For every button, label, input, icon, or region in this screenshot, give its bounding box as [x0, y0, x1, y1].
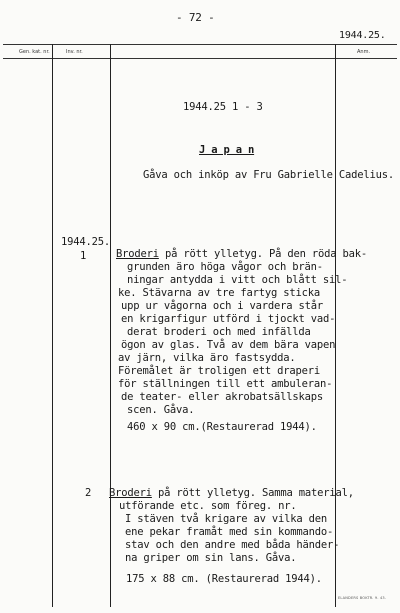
- description-line: ögon av glas. Två av dem bära vapen: [121, 339, 336, 351]
- description-line: på rött ylletyg. Samma material,: [151, 487, 354, 499]
- description-line: av järn, vilka äro fastsydda.: [118, 352, 296, 364]
- entry-measurements: 460 x 90 cm.(Restaurerad 1944).: [127, 421, 317, 433]
- entry-measurements: 175 x 88 cm. (Restaurerad 1944).: [126, 573, 322, 585]
- printer-imprint: ELANDERS BOKTR. 9. 43.: [338, 596, 387, 600]
- accession-range: 1944.25 1 - 3: [183, 101, 263, 113]
- entry-description: [109, 487, 354, 577]
- entry-title: Broderi: [116, 248, 159, 260]
- description-line: I stäven två krigare av vilka den: [125, 513, 328, 525]
- column-header-inv: Inv. nr.: [66, 49, 83, 55]
- description-line: på rött ylletyg. På den röda bak-: [158, 248, 367, 260]
- description-line: upp ur vågorna och i vardera står: [121, 300, 324, 312]
- description-line: derat broderi och med infällda: [127, 326, 311, 338]
- column-rule-1: [52, 44, 53, 607]
- description-line: scen. Gåva.: [127, 404, 195, 416]
- donation-line: Gåva och inköp av Fru Gabrielle Cadelius.: [143, 169, 394, 181]
- column-header-gen-kat: Gen. kat. nr.: [19, 49, 50, 55]
- page-number: - 72 -: [176, 11, 215, 24]
- header-bottom-rule: [3, 58, 397, 59]
- entry-number: 1: [80, 250, 87, 262]
- description-line: na griper om sin lans. Gåva.: [125, 552, 297, 564]
- description-line: en krigarfigur utförd i tjockt vad-: [121, 313, 336, 325]
- entry-description: [116, 248, 367, 438]
- description-line: för ställningen till ett ambuleran-: [118, 378, 333, 390]
- description-line: utförande etc. som föreg. nr.: [119, 500, 297, 512]
- country-heading: J a p a n: [199, 144, 255, 156]
- top-accession-number: 1944.25.: [339, 30, 386, 41]
- column-header-anm: Anm.: [357, 49, 371, 55]
- description-line: ene pekar framåt med sin kommando-: [125, 526, 334, 538]
- entry-title: Broderi: [109, 487, 152, 499]
- description-line: ningar antydda i vitt och blått sil-: [127, 274, 348, 286]
- description-line: grunden äro höga vågor och brän-: [127, 261, 323, 273]
- header-top-rule: [3, 44, 397, 45]
- description-line: de teater- eller akrobatsällskaps: [121, 391, 324, 403]
- description-line: ke. Stävarna av tre fartyg sticka: [118, 287, 321, 299]
- description-line: Föremålet är troligen ett draperi: [118, 365, 321, 377]
- description-line: stav och den andre med båda händer-: [125, 539, 340, 551]
- entry-accession: 1944.25.: [61, 236, 110, 248]
- entry-number: 2: [85, 487, 92, 499]
